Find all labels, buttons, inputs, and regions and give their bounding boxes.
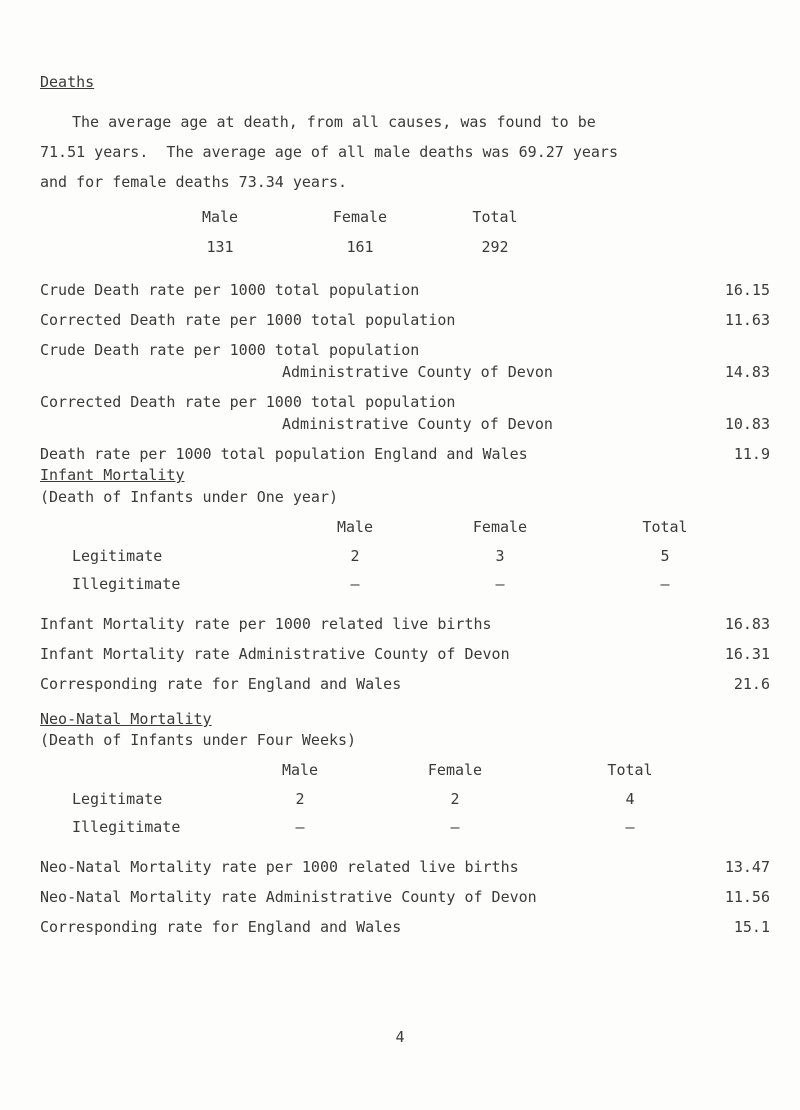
intro-line-2: 71.51 years. The average age of all male deaths was 69.27 years [40, 143, 618, 161]
section-heading-deaths: Deaths [40, 73, 95, 91]
rate-label-sub: Administrative County of Devon [282, 415, 553, 433]
table-cell-female: 3 [495, 547, 505, 565]
infant-header-total: Total [642, 518, 688, 536]
intro-line-3: and for female deaths 73.34 years. [40, 173, 348, 191]
table-row-label: Illegitimate [72, 575, 181, 593]
neonatal-rate-value: 11.56 [724, 888, 770, 906]
neonatal-header-male: Male [281, 761, 319, 779]
table-cell-female: – [450, 818, 460, 836]
deaths-header-female: Female [332, 208, 388, 226]
table-cell-female: 2 [450, 790, 460, 808]
table-cell-total: – [625, 818, 635, 836]
deaths-value-female: 161 [346, 238, 374, 256]
infant-mortality-heading: Infant Mortality [40, 466, 185, 484]
table-cell-female: – [495, 575, 505, 593]
table-row-label: Legitimate [72, 547, 163, 565]
infant-mortality-subheading: (Death of Infants under One year) [40, 488, 339, 506]
infant-rate-label: Corresponding rate for England and Wales [40, 675, 402, 693]
table-row-label: Illegitimate [72, 818, 181, 836]
neonatal-rate-label: Corresponding rate for England and Wales [40, 918, 402, 936]
neonatal-mortality-heading: Neo-Natal Mortality [40, 710, 212, 728]
rate-label: Crude Death rate per 1000 total population [40, 281, 420, 299]
table-cell-male: – [295, 818, 305, 836]
rate-value: 16.15 [724, 281, 770, 299]
rate-label: Death rate per 1000 total population England and Wales [40, 445, 528, 463]
intro-line-1: The average age at death, from all causes, was found to be [72, 113, 596, 131]
neonatal-rate-label: Neo-Natal Mortality rate per 1000 related live births [40, 858, 519, 876]
rate-value: 14.83 [724, 363, 770, 381]
table-row-label: Legitimate [72, 790, 163, 808]
neonatal-header-total: Total [607, 761, 653, 779]
infant-rate-label: Infant Mortality rate Administrative County of Devon [40, 645, 510, 663]
table-cell-total: 5 [660, 547, 670, 565]
rate-value: 11.63 [724, 311, 770, 329]
table-cell-male: – [350, 575, 360, 593]
rate-value: 11.9 [733, 445, 770, 463]
neonatal-header-female: Female [427, 761, 483, 779]
infant-rate-value: 16.31 [724, 645, 770, 663]
page-number: 4 [395, 1028, 405, 1046]
deaths-header-total: Total [472, 208, 518, 226]
infant-header-female: Female [472, 518, 528, 536]
infant-rate-value: 16.83 [724, 615, 770, 633]
neonatal-rate-label: Neo-Natal Mortality rate Administrative County of Devon [40, 888, 537, 906]
rate-value: 10.83 [724, 415, 770, 433]
table-cell-male: 2 [295, 790, 305, 808]
infant-header-male: Male [336, 518, 374, 536]
neonatal-rate-value: 15.1 [733, 918, 770, 936]
rate-label-sub: Administrative County of Devon [282, 363, 553, 381]
deaths-header-male: Male [201, 208, 239, 226]
neonatal-mortality-subheading: (Death of Infants under Four Weeks) [40, 731, 357, 749]
neonatal-rate-value: 13.47 [724, 858, 770, 876]
deaths-value-male: 131 [206, 238, 234, 256]
rate-label: Crude Death rate per 1000 total population [40, 341, 420, 359]
deaths-value-total: 292 [481, 238, 509, 256]
infant-rate-label: Infant Mortality rate per 1000 related live births [40, 615, 492, 633]
rate-label: Corrected Death rate per 1000 total population [40, 393, 456, 411]
table-cell-total: 4 [625, 790, 635, 808]
infant-rate-value: 21.6 [733, 675, 770, 693]
table-cell-total: – [660, 575, 670, 593]
rate-label: Corrected Death rate per 1000 total population [40, 311, 456, 329]
table-cell-male: 2 [350, 547, 360, 565]
